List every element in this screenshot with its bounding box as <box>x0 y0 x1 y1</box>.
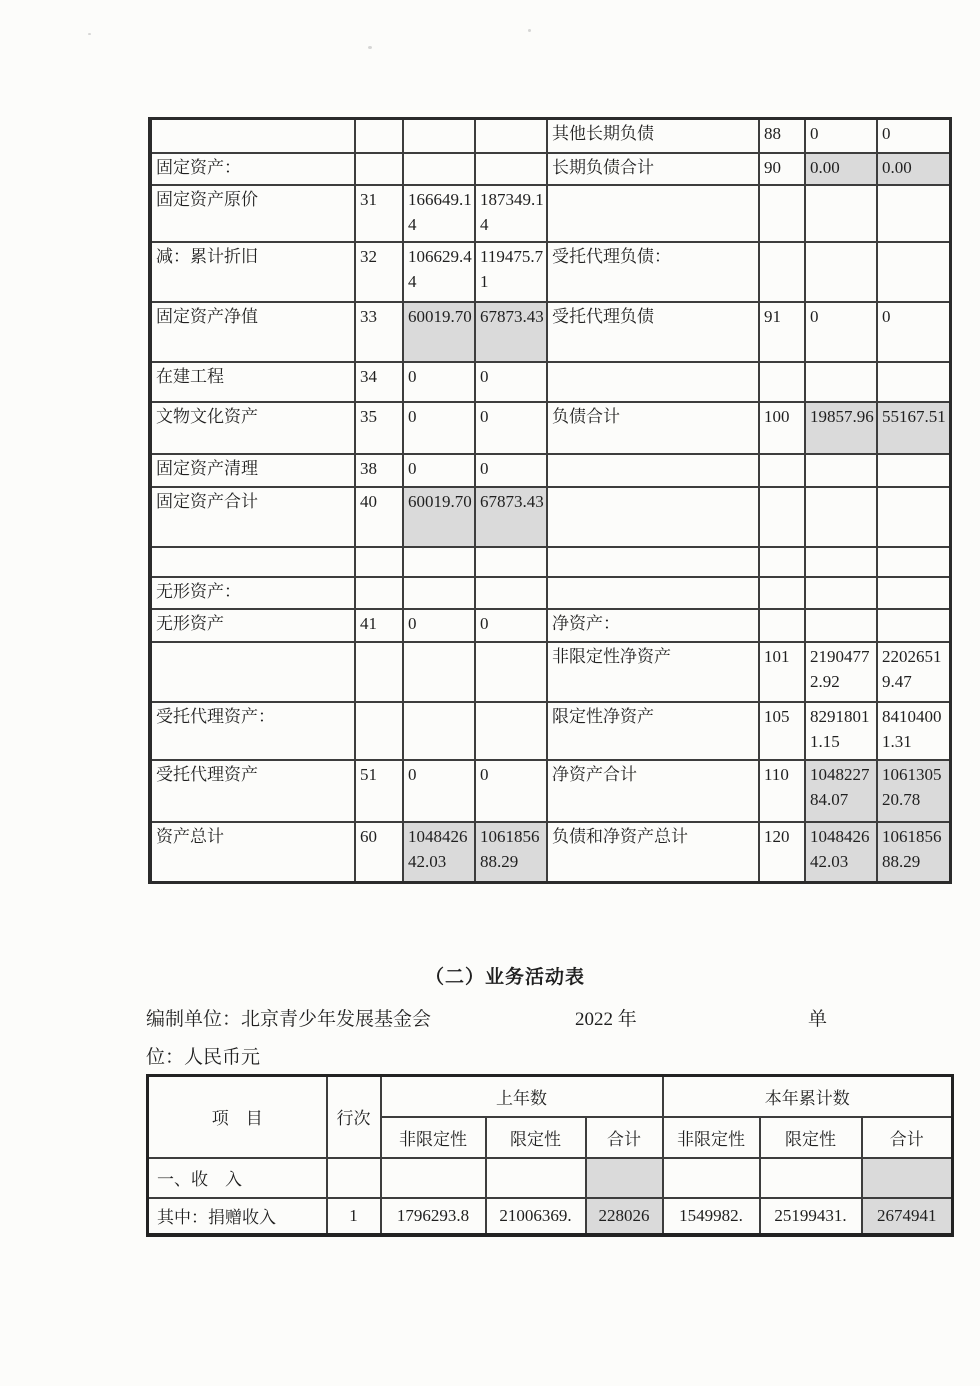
table-cell <box>759 362 805 402</box>
header-cur-restricted: 限定性 <box>760 1117 862 1158</box>
table-cell: 文物文化资产 <box>150 402 355 454</box>
table-cell: 无形资产： <box>150 577 355 609</box>
table-row <box>150 760 950 822</box>
scan-speck <box>368 46 372 49</box>
table-cell <box>759 487 805 547</box>
table-row <box>150 702 950 760</box>
table-cell <box>805 609 877 642</box>
table-cell <box>403 153 475 185</box>
table-cell: 25199431. <box>760 1198 862 1235</box>
table-cell <box>663 1158 760 1198</box>
table-cell <box>760 1158 862 1198</box>
table-cell: 受托代理负债 <box>547 302 759 362</box>
table-cell: 净资产： <box>547 609 759 642</box>
header-item: 项 目 <box>148 1076 327 1158</box>
table-cell: 120 <box>759 822 805 883</box>
table-cell: 67873.43 <box>475 487 547 547</box>
table-cell: 187349.14 <box>475 185 547 242</box>
header-row-no: 行次 <box>327 1076 381 1158</box>
table-cell <box>475 119 547 153</box>
table-cell: 106185688.29 <box>475 822 547 883</box>
table-cell <box>403 702 475 760</box>
table-cell <box>355 547 403 577</box>
table-cell <box>805 454 877 487</box>
table-row <box>150 302 950 362</box>
table-cell <box>403 642 475 702</box>
table-cell <box>877 487 950 547</box>
table-cell: 0 <box>403 760 475 822</box>
balance-sheet-body <box>150 119 950 883</box>
table-cell: 资产总计 <box>150 822 355 883</box>
table-cell: 19857.96 <box>805 402 877 454</box>
table-cell <box>805 487 877 547</box>
table-cell <box>805 577 877 609</box>
header-cur-total: 合计 <box>862 1117 953 1158</box>
table-cell: 88 <box>759 119 805 153</box>
table-cell: 固定资产： <box>150 153 355 185</box>
table-cell <box>381 1158 486 1198</box>
table-cell: 51 <box>355 760 403 822</box>
table-cell <box>475 547 547 577</box>
table-cell: 0 <box>877 119 950 153</box>
table-cell <box>547 454 759 487</box>
table-cell <box>759 185 805 242</box>
scan-speck <box>88 33 91 35</box>
table-row <box>150 577 950 609</box>
table-cell: 0 <box>475 609 547 642</box>
balance-sheet-table <box>148 117 952 884</box>
header-prev-year: 上年数 <box>381 1076 663 1117</box>
table-cell <box>759 547 805 577</box>
table-cell <box>759 609 805 642</box>
table-cell: 0 <box>403 609 475 642</box>
table-cell: 1 <box>327 1198 381 1235</box>
table-cell: 84104001.31 <box>877 702 950 760</box>
table-cell: 0 <box>403 454 475 487</box>
table-cell: 其他长期负债 <box>547 119 759 153</box>
report-year: 2022 年 <box>575 1009 637 1030</box>
table-cell <box>547 577 759 609</box>
table-cell: 0 <box>475 362 547 402</box>
table-cell <box>877 547 950 577</box>
table-cell: 0 <box>475 402 547 454</box>
table-cell: 固定资产合计 <box>150 487 355 547</box>
table-cell <box>475 577 547 609</box>
table-cell <box>355 153 403 185</box>
table-cell: 21006369. <box>486 1198 586 1235</box>
prepared-by-label: 编制单位：北京青少年发展基金会 <box>146 1009 432 1030</box>
header-cur-nonrestricted: 非限定性 <box>663 1117 760 1158</box>
table-cell <box>805 185 877 242</box>
table-cell: 受托代理资产： <box>150 702 355 760</box>
table-cell: 104842642.03 <box>805 822 877 883</box>
table-cell <box>805 547 877 577</box>
table-cell: 无形资产 <box>150 609 355 642</box>
table-cell <box>355 702 403 760</box>
activity-table-body <box>148 1158 953 1235</box>
table-cell: 60019.70 <box>403 487 475 547</box>
table-cell: 100 <box>759 402 805 454</box>
table-cell: 106629.44 <box>403 242 475 302</box>
table-cell: 0 <box>475 760 547 822</box>
table-cell <box>403 119 475 153</box>
table-cell: 0 <box>403 362 475 402</box>
table-cell: 119475.71 <box>475 242 547 302</box>
table-row <box>148 1076 953 1117</box>
table-cell <box>547 547 759 577</box>
section-title: （二）业务活动表 <box>425 967 586 988</box>
table-row <box>150 609 950 642</box>
table-cell: 0 <box>805 119 877 153</box>
activity-table-header <box>148 1076 953 1158</box>
table-cell: 35 <box>355 402 403 454</box>
table-cell <box>877 577 950 609</box>
table-cell: 106185688.29 <box>877 822 950 883</box>
header-prev-nonrestricted: 非限定性 <box>381 1117 486 1158</box>
header-prev-restricted: 限定性 <box>486 1117 586 1158</box>
table-cell: 104822784.07 <box>805 760 877 822</box>
table-cell: 40 <box>355 487 403 547</box>
table-cell: 38 <box>355 454 403 487</box>
table-cell: 0 <box>805 302 877 362</box>
table-cell: 0 <box>475 454 547 487</box>
table-cell <box>475 642 547 702</box>
table-cell <box>150 119 355 153</box>
table-row <box>150 119 950 153</box>
table-cell: 106130520.78 <box>877 760 950 822</box>
table-cell: 60 <box>355 822 403 883</box>
header-current-year: 本年累计数 <box>663 1076 953 1117</box>
table-cell <box>486 1158 586 1198</box>
table-cell <box>355 642 403 702</box>
table-cell: 41 <box>355 609 403 642</box>
header-prev-total: 合计 <box>586 1117 663 1158</box>
table-cell: 166649.14 <box>403 185 475 242</box>
table-cell: 0.00 <box>805 153 877 185</box>
table-cell <box>877 185 950 242</box>
table-cell: 104842642.03 <box>403 822 475 883</box>
table-cell <box>150 642 355 702</box>
table-row <box>150 454 950 487</box>
table-cell: 受托代理负债： <box>547 242 759 302</box>
unit-label-overflow: 单 <box>808 1009 828 1030</box>
table-cell <box>475 702 547 760</box>
table-cell <box>403 547 475 577</box>
table-cell: 82918011.15 <box>805 702 877 760</box>
table-cell <box>759 242 805 302</box>
table-cell <box>759 454 805 487</box>
table-cell: 固定资产原价 <box>150 185 355 242</box>
table-cell: 限定性净资产 <box>547 702 759 760</box>
table-cell: 21904772.92 <box>805 642 877 702</box>
table-row <box>148 1158 953 1198</box>
table-row <box>150 185 950 242</box>
scan-speck <box>528 29 531 32</box>
table-cell <box>586 1158 663 1198</box>
table-cell <box>877 362 950 402</box>
table-cell: 32 <box>355 242 403 302</box>
table-cell: 固定资产清理 <box>150 454 355 487</box>
unit-label-line2: 位：人民币元 <box>146 1047 261 1068</box>
table-cell <box>547 487 759 547</box>
table-cell: 90 <box>759 153 805 185</box>
table-row <box>150 362 950 402</box>
table-cell: 34 <box>355 362 403 402</box>
table-cell: 91 <box>759 302 805 362</box>
table-cell: 22026519.47 <box>877 642 950 702</box>
table-cell: 55167.51 <box>877 402 950 454</box>
table-cell <box>355 577 403 609</box>
table-cell: 减：累计折旧 <box>150 242 355 302</box>
table-cell: 长期负债合计 <box>547 153 759 185</box>
table-cell: 110 <box>759 760 805 822</box>
table-cell: 1796293.8 <box>381 1198 486 1235</box>
table-cell <box>475 153 547 185</box>
table-row <box>150 153 950 185</box>
table-cell: 0 <box>877 302 950 362</box>
table-cell: 101 <box>759 642 805 702</box>
table-cell <box>355 119 403 153</box>
table-cell: 1549982. <box>663 1198 760 1235</box>
table-row <box>150 402 950 454</box>
table-cell: 0 <box>403 402 475 454</box>
table-cell <box>547 185 759 242</box>
table-row <box>148 1198 953 1235</box>
table-cell <box>403 577 475 609</box>
table-cell <box>805 242 877 302</box>
table-cell: 105 <box>759 702 805 760</box>
table-cell: 60019.70 <box>403 302 475 362</box>
table-cell <box>877 609 950 642</box>
table-cell: 31 <box>355 185 403 242</box>
table-cell <box>805 362 877 402</box>
table-cell <box>862 1158 953 1198</box>
table-row <box>150 642 950 702</box>
table-cell <box>877 242 950 302</box>
table-cell <box>547 362 759 402</box>
table-cell: 67873.43 <box>475 302 547 362</box>
table-row <box>150 487 950 547</box>
table-cell: 负债合计 <box>547 402 759 454</box>
table-cell: 净资产合计 <box>547 760 759 822</box>
table-cell: 固定资产净值 <box>150 302 355 362</box>
table-cell: 33 <box>355 302 403 362</box>
table-row <box>150 242 950 302</box>
table-row <box>150 547 950 577</box>
table-cell: 一、收 入 <box>148 1158 327 1198</box>
table-cell: 非限定性净资产 <box>547 642 759 702</box>
table-cell: 0.00 <box>877 153 950 185</box>
table-cell <box>150 547 355 577</box>
table-cell: 在建工程 <box>150 362 355 402</box>
table-cell <box>327 1158 381 1198</box>
table-cell <box>877 454 950 487</box>
table-cell: 负债和净资产总计 <box>547 822 759 883</box>
table-cell: 其中：捐赠收入 <box>148 1198 327 1235</box>
table-cell: 2674941 <box>862 1198 953 1235</box>
table-cell: 228026 <box>586 1198 663 1235</box>
activity-table <box>146 1074 954 1237</box>
table-row <box>150 822 950 883</box>
table-cell: 受托代理资产 <box>150 760 355 822</box>
table-cell <box>759 577 805 609</box>
